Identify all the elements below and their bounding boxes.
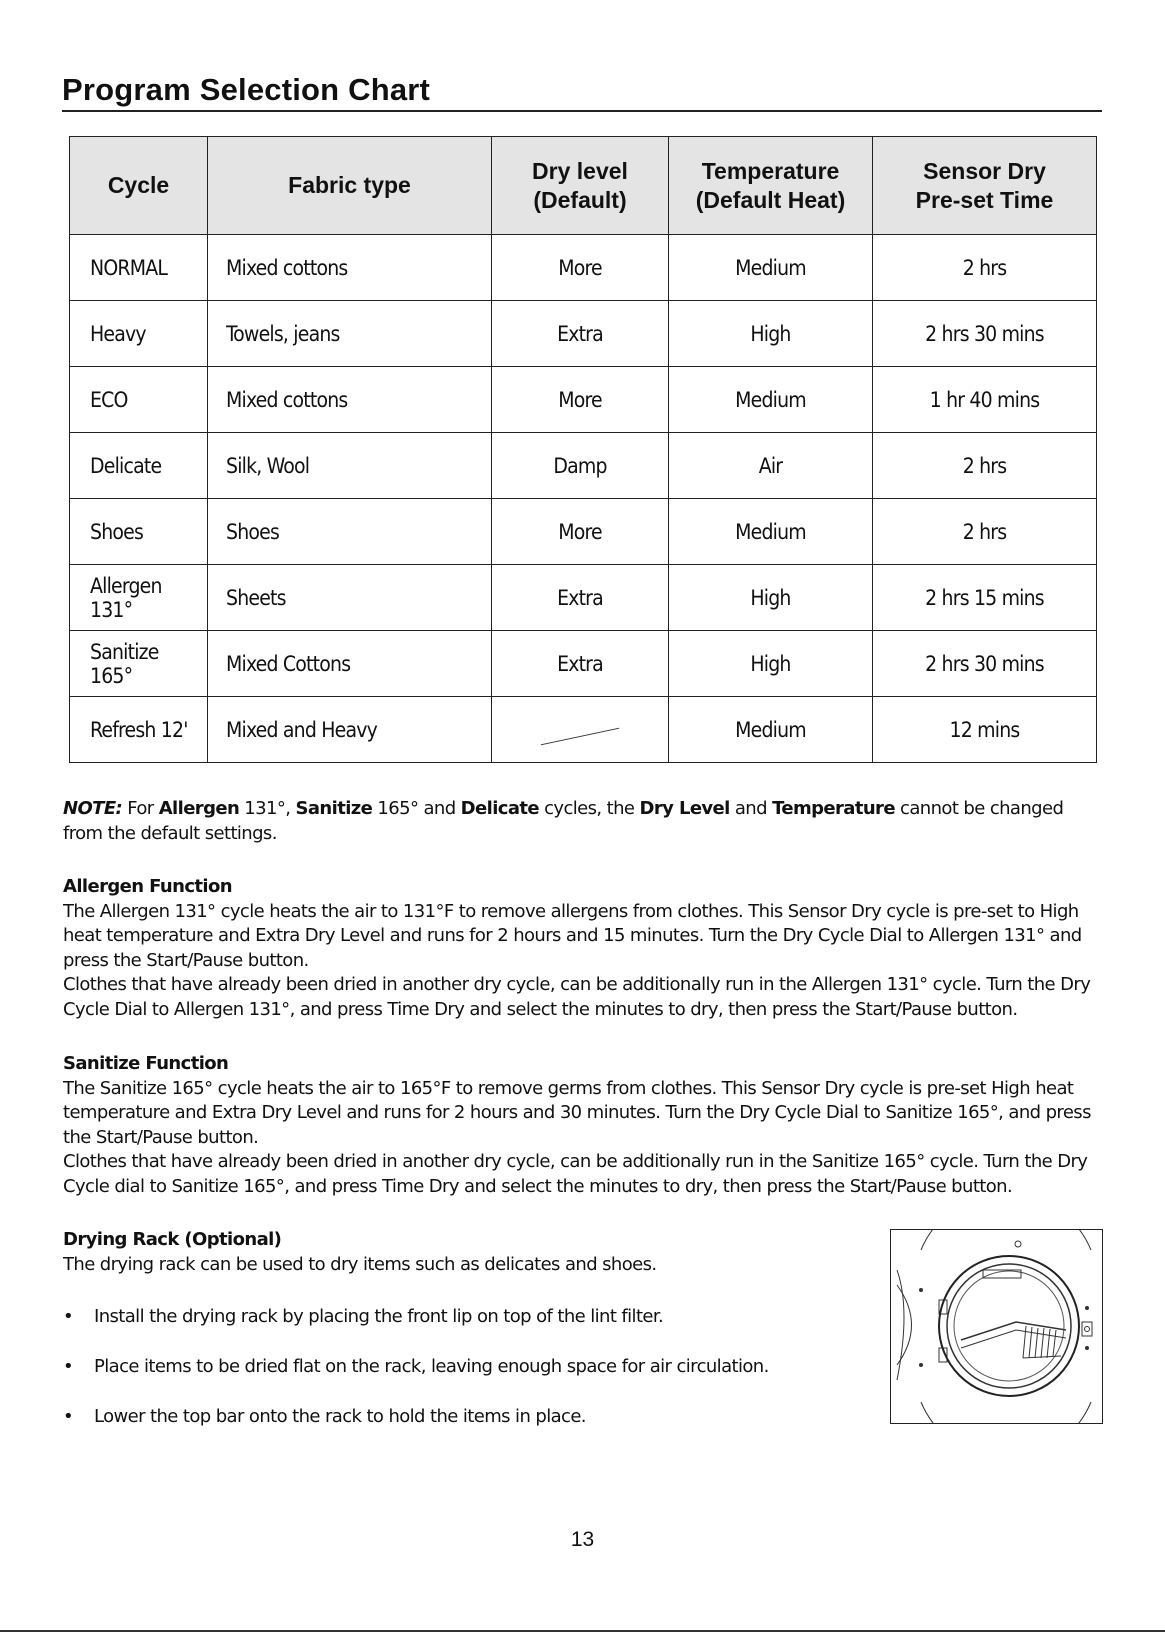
cell-time: 2 hrs 15 mins bbox=[873, 565, 1097, 631]
program-selection-table bbox=[69, 136, 1097, 763]
cell-time: 2 hrs bbox=[873, 235, 1097, 301]
header-dry-level: Dry level (Default) bbox=[492, 137, 669, 235]
cell-fabric: Mixed cottons bbox=[208, 367, 492, 433]
page-title: Program Selection Chart bbox=[62, 72, 1102, 112]
table-row bbox=[70, 697, 1097, 763]
dryer-door-drawing bbox=[891, 1230, 1102, 1423]
paragraph: The drying rack can be used to dry items such as delicates and shoes. bbox=[63, 1253, 657, 1275]
cell-time: 2 hrs bbox=[873, 499, 1097, 565]
cell-dry-level: More bbox=[492, 367, 669, 433]
cell-cycle: NORMAL bbox=[70, 235, 208, 301]
cell-temperature: High bbox=[669, 301, 873, 367]
header-sensor-dry-time: Sensor Dry Pre-set Time bbox=[873, 137, 1097, 235]
header-temperature: Temperature (Default Heat) bbox=[669, 137, 873, 235]
table-row bbox=[70, 565, 1097, 631]
paragraph: Clothes that have already been dried in another dry cycle, can be additionally run in the Sanitize 165° cycle. Turn the Dry Cycle dial to Sanitize 165°, and press Time Dry and select the minutes to dry, then press the Start/Pause button. bbox=[63, 1151, 1088, 1197]
page-bottom-rule bbox=[0, 1630, 1165, 1632]
bullet-icon: • bbox=[63, 1356, 74, 1377]
table-row bbox=[70, 301, 1097, 367]
cell-dry-level-not-applicable bbox=[492, 697, 669, 763]
paragraph: Clothes that have already been dried in another dry cycle, can be additionally run in the Allergen 131° cycle. Turn the Dry Cycle Dial to Allergen 131°, and press Time Dry and select the minutes to dry, then press the Start/Pause button. bbox=[63, 974, 1091, 1020]
section-heading: Drying Rack (Optional) bbox=[63, 1229, 282, 1250]
cell-dry-level: More bbox=[492, 499, 669, 565]
cell-time: 1 hr 40 mins bbox=[873, 367, 1097, 433]
section-heading: Sanitize Function bbox=[63, 1053, 229, 1074]
not-applicable-dash bbox=[541, 727, 619, 745]
paragraph: The Allergen 131° cycle heats the air to 131°F to remove allergens from clothes. This Sensor Dry cycle is pre-set to High heat temperature and Extra Dry Level and runs for 2 hours and 15 minutes. Turn the Dry Cycle Dial to Allergen 131° and press the Start/Pause button. bbox=[63, 900, 1082, 971]
cell-temperature: High bbox=[669, 631, 873, 697]
list-item: • Place items to be dried flat on the rack, leaving enough space for air circulation. bbox=[63, 1356, 769, 1377]
header-cycle: Cycle bbox=[70, 137, 208, 235]
cell-dry-level: More bbox=[492, 235, 669, 301]
cell-temperature: Medium bbox=[669, 697, 873, 763]
cell-fabric: Mixed cottons bbox=[208, 235, 492, 301]
header-fabric-type: Fabric type bbox=[208, 137, 492, 235]
table-row bbox=[70, 631, 1097, 697]
cell-cycle: Sanitize 165° bbox=[70, 631, 208, 697]
cell-cycle: Shoes bbox=[70, 499, 208, 565]
drying-rack-illustration bbox=[890, 1229, 1103, 1424]
table-row bbox=[70, 499, 1097, 565]
cell-cycle: Heavy bbox=[70, 301, 208, 367]
sanitize-function-section bbox=[63, 1052, 1093, 1199]
cell-fabric: Mixed Cottons bbox=[208, 631, 492, 697]
cell-temperature: Medium bbox=[669, 499, 873, 565]
cell-dry-level: Extra bbox=[492, 631, 669, 697]
cell-fabric: Shoes bbox=[208, 499, 492, 565]
bullet-icon: • bbox=[63, 1306, 74, 1327]
list-item: • Install the drying rack by placing the front lip on top of the lint filter. bbox=[63, 1306, 664, 1327]
table-row bbox=[70, 433, 1097, 499]
cell-temperature: Air bbox=[669, 433, 873, 499]
page-number: 13 bbox=[570, 1528, 595, 1551]
note-paragraph: NOTE: For Allergen 131°, Sanitize 165° and Delicate cycles, the Dry Level and Temperature cannot be changed from the default settings. bbox=[63, 798, 1064, 844]
cell-fabric: Silk, Wool bbox=[208, 433, 492, 499]
table-row bbox=[70, 367, 1097, 433]
drying-rack-section bbox=[63, 1228, 863, 1277]
table-row bbox=[70, 235, 1097, 301]
cell-cycle: ECO bbox=[70, 367, 208, 433]
note-label: NOTE: bbox=[63, 798, 123, 819]
allergen-function-section bbox=[63, 875, 1093, 1022]
cell-temperature: High bbox=[669, 565, 873, 631]
cell-dry-level: Damp bbox=[492, 433, 669, 499]
cell-temperature: Medium bbox=[669, 235, 873, 301]
cell-fabric: Sheets bbox=[208, 565, 492, 631]
cell-cycle: Delicate bbox=[70, 433, 208, 499]
paragraph: The Sanitize 165° cycle heats the air to 165°F to remove germs from clothes. This Sensor Dry cycle is pre-set High heat temperature and Extra Dry Level and runs for 2 hours and 30 minutes. Turn the Dry Cycle Dial to Sanitize 165°, and press the Start/Pause button. bbox=[63, 1077, 1091, 1148]
drying-rack-steps bbox=[63, 1305, 863, 1455]
cell-time: 2 hrs 30 mins bbox=[873, 631, 1097, 697]
cell-cycle: Allergen 131° bbox=[70, 565, 208, 631]
table-header-row bbox=[70, 137, 1097, 235]
bullet-icon: • bbox=[63, 1406, 74, 1427]
cell-cycle: Refresh 12' bbox=[70, 697, 208, 763]
cell-temperature: Medium bbox=[669, 367, 873, 433]
list-item: • Lower the top bar onto the rack to hold the items in place. bbox=[63, 1406, 586, 1427]
cell-dry-level: Extra bbox=[492, 565, 669, 631]
cell-fabric: Towels, jeans bbox=[208, 301, 492, 367]
cell-time: 12 mins bbox=[873, 697, 1097, 763]
section-heading: Allergen Function bbox=[63, 876, 232, 897]
cell-dry-level: Extra bbox=[492, 301, 669, 367]
cell-time: 2 hrs bbox=[873, 433, 1097, 499]
cell-fabric: Mixed and Heavy bbox=[208, 697, 492, 763]
cell-time: 2 hrs 30 mins bbox=[873, 301, 1097, 367]
